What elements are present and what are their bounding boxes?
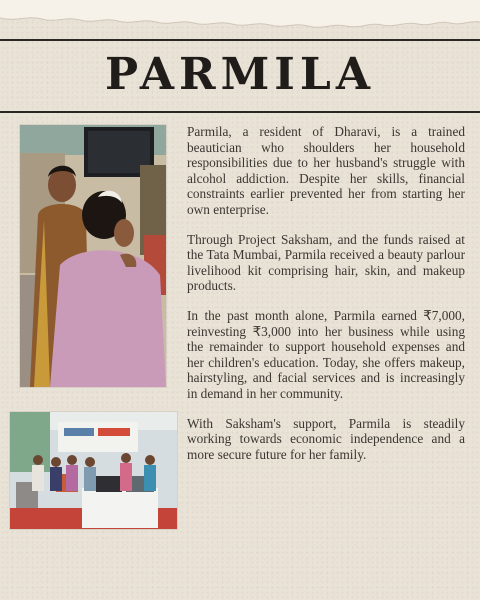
story-paragraph: With Saksham's support, Parmila is steadily working towards economic independence and a more secure future for her family. (187, 415, 465, 462)
story-paragraph: Through Project Saksham, and the funds raised at the Tata Mumbai, Parmila received a beauty parlour livelihood kit comprising hair, skin, and makeup products. (187, 231, 465, 294)
beautician-styling-photo (19, 124, 167, 388)
kit-distribution-event-photo (9, 411, 178, 530)
torn-paper-edge (0, 0, 480, 34)
story-body (187, 124, 465, 476)
title-top-rule (0, 39, 480, 41)
page-title: PARMILA (105, 49, 375, 100)
story-paragraph: Parmila, a resident of Dharavi, is a trained beautician who shoulders her household responsibilities due to her husband's struggle with alcohol addiction. Despite her skills, financial constraints earlier prevented her from starting her own enterprise. (187, 124, 465, 217)
title-bottom-rule (0, 111, 480, 113)
story-paragraph: In the past month alone, Parmila earned ₹7,000, reinvesting ₹3,000 into her business while using the remainder to support household expenses and her children's education. Today, she offers makeup, hairstyling, and facial services and is increasingly in demand in her community. (187, 307, 465, 401)
